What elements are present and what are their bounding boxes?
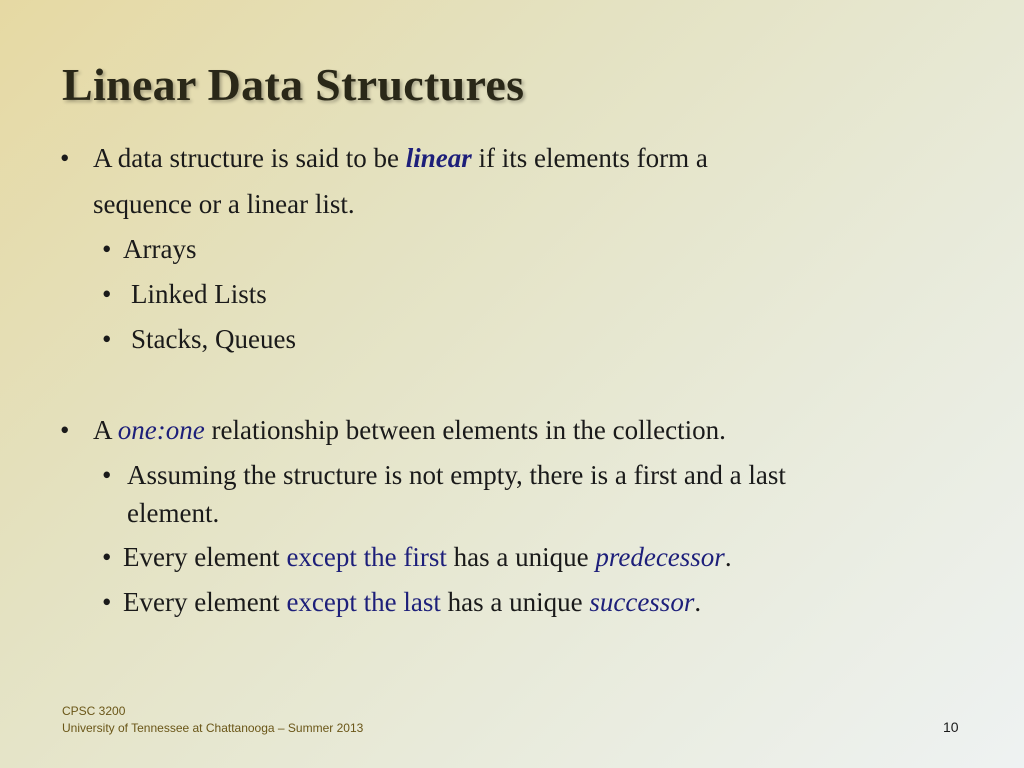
sub-bullet-first-last [102,459,786,491]
bullet-icon: • [102,587,112,617]
sub-bullet-linked-lists [102,278,267,310]
sub-bullet-text: Assuming the structure is not empty, there is a first and a last [127,460,786,490]
bullet-text-post: relationship between elements in the collection. [204,415,726,445]
sub-bullet-arrays [102,233,196,265]
bullet-icon: • [102,279,112,309]
sub-bullet-text-end: . [724,542,732,572]
sub-bullet-predecessor [102,541,732,573]
sub-bullet-text-mid: has a unique [440,587,590,617]
bullet-text-pre: A data structure is said to be [93,143,406,173]
highlight-except-first: except the first [286,542,447,572]
sub-bullet-text-pre: Every element [123,542,287,572]
sub-bullet-text-end: . [694,587,702,617]
bullet-icon: • [102,324,112,354]
sub-bullet-text: Linked Lists [131,279,267,309]
bullet-linear-continuation: sequence or a linear list. [93,189,355,219]
bullet-one-to-one [60,414,726,446]
keyword-successor: successor [589,587,695,617]
highlight-except-last: except the last [286,587,441,617]
footer-course: CPSC 3200 [62,704,126,718]
footer-institution: University of Tennessee at Chattanooga – Summer 2013 [62,721,364,735]
sub-bullet-first-last-continuation: element. [127,498,220,528]
keyword-linear: linear [405,143,472,173]
bullet-text-post: if its elements form a [471,143,708,173]
keyword-one-one: one:one [117,415,205,445]
bullet-text-pre: A [93,415,118,445]
sub-bullet-text: Arrays [123,234,197,264]
sub-bullet-text-pre: Every element [123,587,287,617]
slide-title: Linear Data Structures [62,59,525,110]
bullet-linear-definition [60,142,708,174]
keyword-predecessor: predecessor [595,542,725,572]
sub-bullet-successor [102,586,701,618]
bullet-icon: • [102,542,112,572]
bullet-icon: • [102,460,112,490]
sub-bullet-stacks-queues [102,323,296,355]
bullet-icon: • [60,415,70,445]
bullet-icon: • [60,143,70,173]
bullet-icon: • [102,234,112,264]
sub-bullet-text-mid: has a unique [446,542,596,572]
sub-bullet-text: Stacks, Queues [131,324,296,354]
page-number: 10 [943,719,959,735]
